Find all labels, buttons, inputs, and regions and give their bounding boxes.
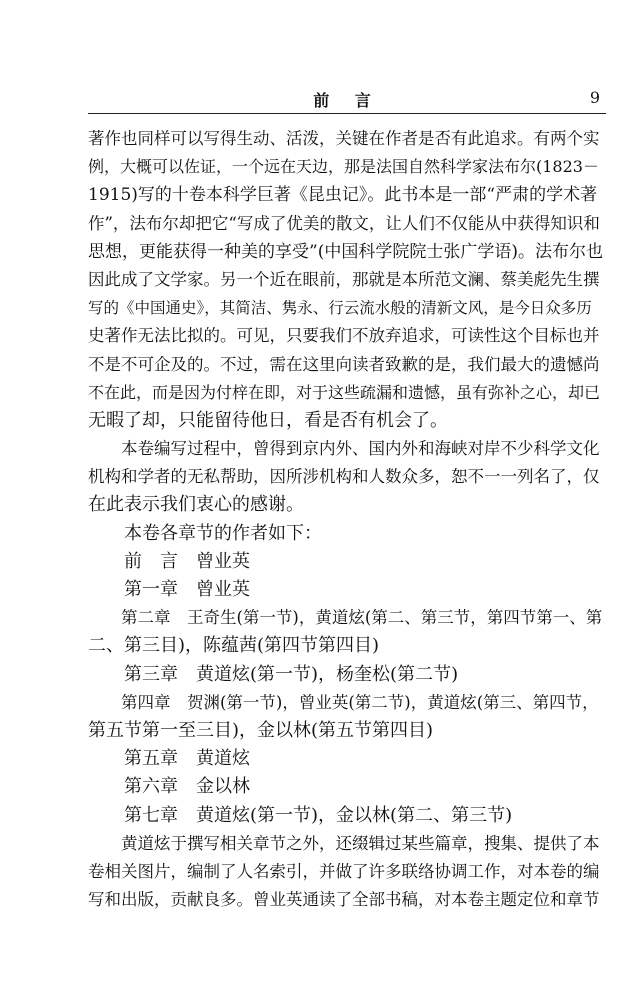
text-line: 不是不可企及的。不过，需在这里向读者致歉的是，我们最大的遗憾尚 — [88, 354, 600, 374]
text-line: 卷相关图片，编制了人名索引，并做了许多联络协调工作，对本卷的编 — [88, 861, 600, 881]
header-rule — [88, 113, 606, 114]
text-line: 黄道炫于撰写相关章节之外，还缀辑过某些篇章，搜集、提供了本 — [88, 833, 600, 853]
text-line: 第三章 黄道炫(第一节)，杨奎松(第二节) — [88, 663, 459, 685]
text-line: 因此成了文学家。另一个近在眼前，那就是本所范文澜、蔡美彪先生撰 — [88, 269, 600, 289]
text-line: 本卷编写过程中，曾得到京内外、国内外和海峡对岸不少科学文化 — [88, 439, 600, 459]
text-line: 无暇了却，只能留待他日，看是否有机会了。 — [88, 409, 448, 431]
text-line: 第二章 王奇生(第一节)，黄道炫(第二、第三节，第四节第一、第 — [88, 608, 603, 628]
text-line: 第六章 金以林 — [88, 776, 250, 798]
body-text — [88, 125, 606, 914]
text-line: 第五节第一至三目)，金以林(第五节第四目) — [88, 719, 434, 741]
text-line: 思想，更能获得一种美的享受”(中国科学院院士张广学语)。法布尔也 — [88, 241, 603, 262]
text-line: 作”，法布尔却把它“写成了优美的散文，让人们不仅能从中获得知识和 — [88, 213, 600, 233]
text-line: 史著作无法比拟的。可见，只要我们不放弃追求，可读性这个目标也并 — [88, 326, 600, 346]
text-line: 例，大概可以佐证，一个远在天边，那是法国自然科学家法布尔(1823－ — [88, 157, 599, 177]
page-number: 9 — [589, 88, 600, 107]
chapter-title: 前 言 — [313, 91, 381, 110]
text-line: 第五章 黄道炫 — [88, 748, 250, 770]
text-line: 第四章 贺渊(第一节)，曾业英(第二节)，黄道炫(第三、第四节， — [88, 692, 599, 712]
text-line: 机构和学者的无私帮助，因所涉机构和人数众多，恕不一一列名了，仅 — [88, 467, 600, 487]
text-line: 在此表示我们衷心的感谢。 — [88, 494, 304, 516]
text-line: 前 言 曾业英 — [88, 550, 250, 572]
text-line: 著作也同样可以写得生动、活泼，关键在作者是否有此追求。有两个实 — [88, 129, 600, 148]
text-line: 第七章 黄道炫(第一节)，金以林(第二、第三节) — [88, 804, 513, 826]
text-line: 1915)写的十卷本科学巨著《昆虫记》。此书本是一部“严肃的学术著 — [88, 185, 598, 206]
text-line: 本卷各章节的作者如下： — [88, 522, 322, 544]
text-line: 写的《中国通史》，其简洁、隽永、行云流水般的清新文风，是今日众多历 — [88, 299, 592, 318]
text-line: 第一章 曾业英 — [88, 579, 250, 600]
text-line: 写和出版，贡献良多。曾业英通读了全部书稿，对本卷主题定位和章节 — [88, 890, 600, 910]
text-line: 不在此，而是因为付梓在即，对于这些疏漏和遗憾，虽有弥补之心，却已 — [88, 382, 601, 402]
running-header — [88, 88, 606, 110]
text-line: 二、第三目)，陈蕴茜(第四节第四目) — [88, 635, 380, 657]
